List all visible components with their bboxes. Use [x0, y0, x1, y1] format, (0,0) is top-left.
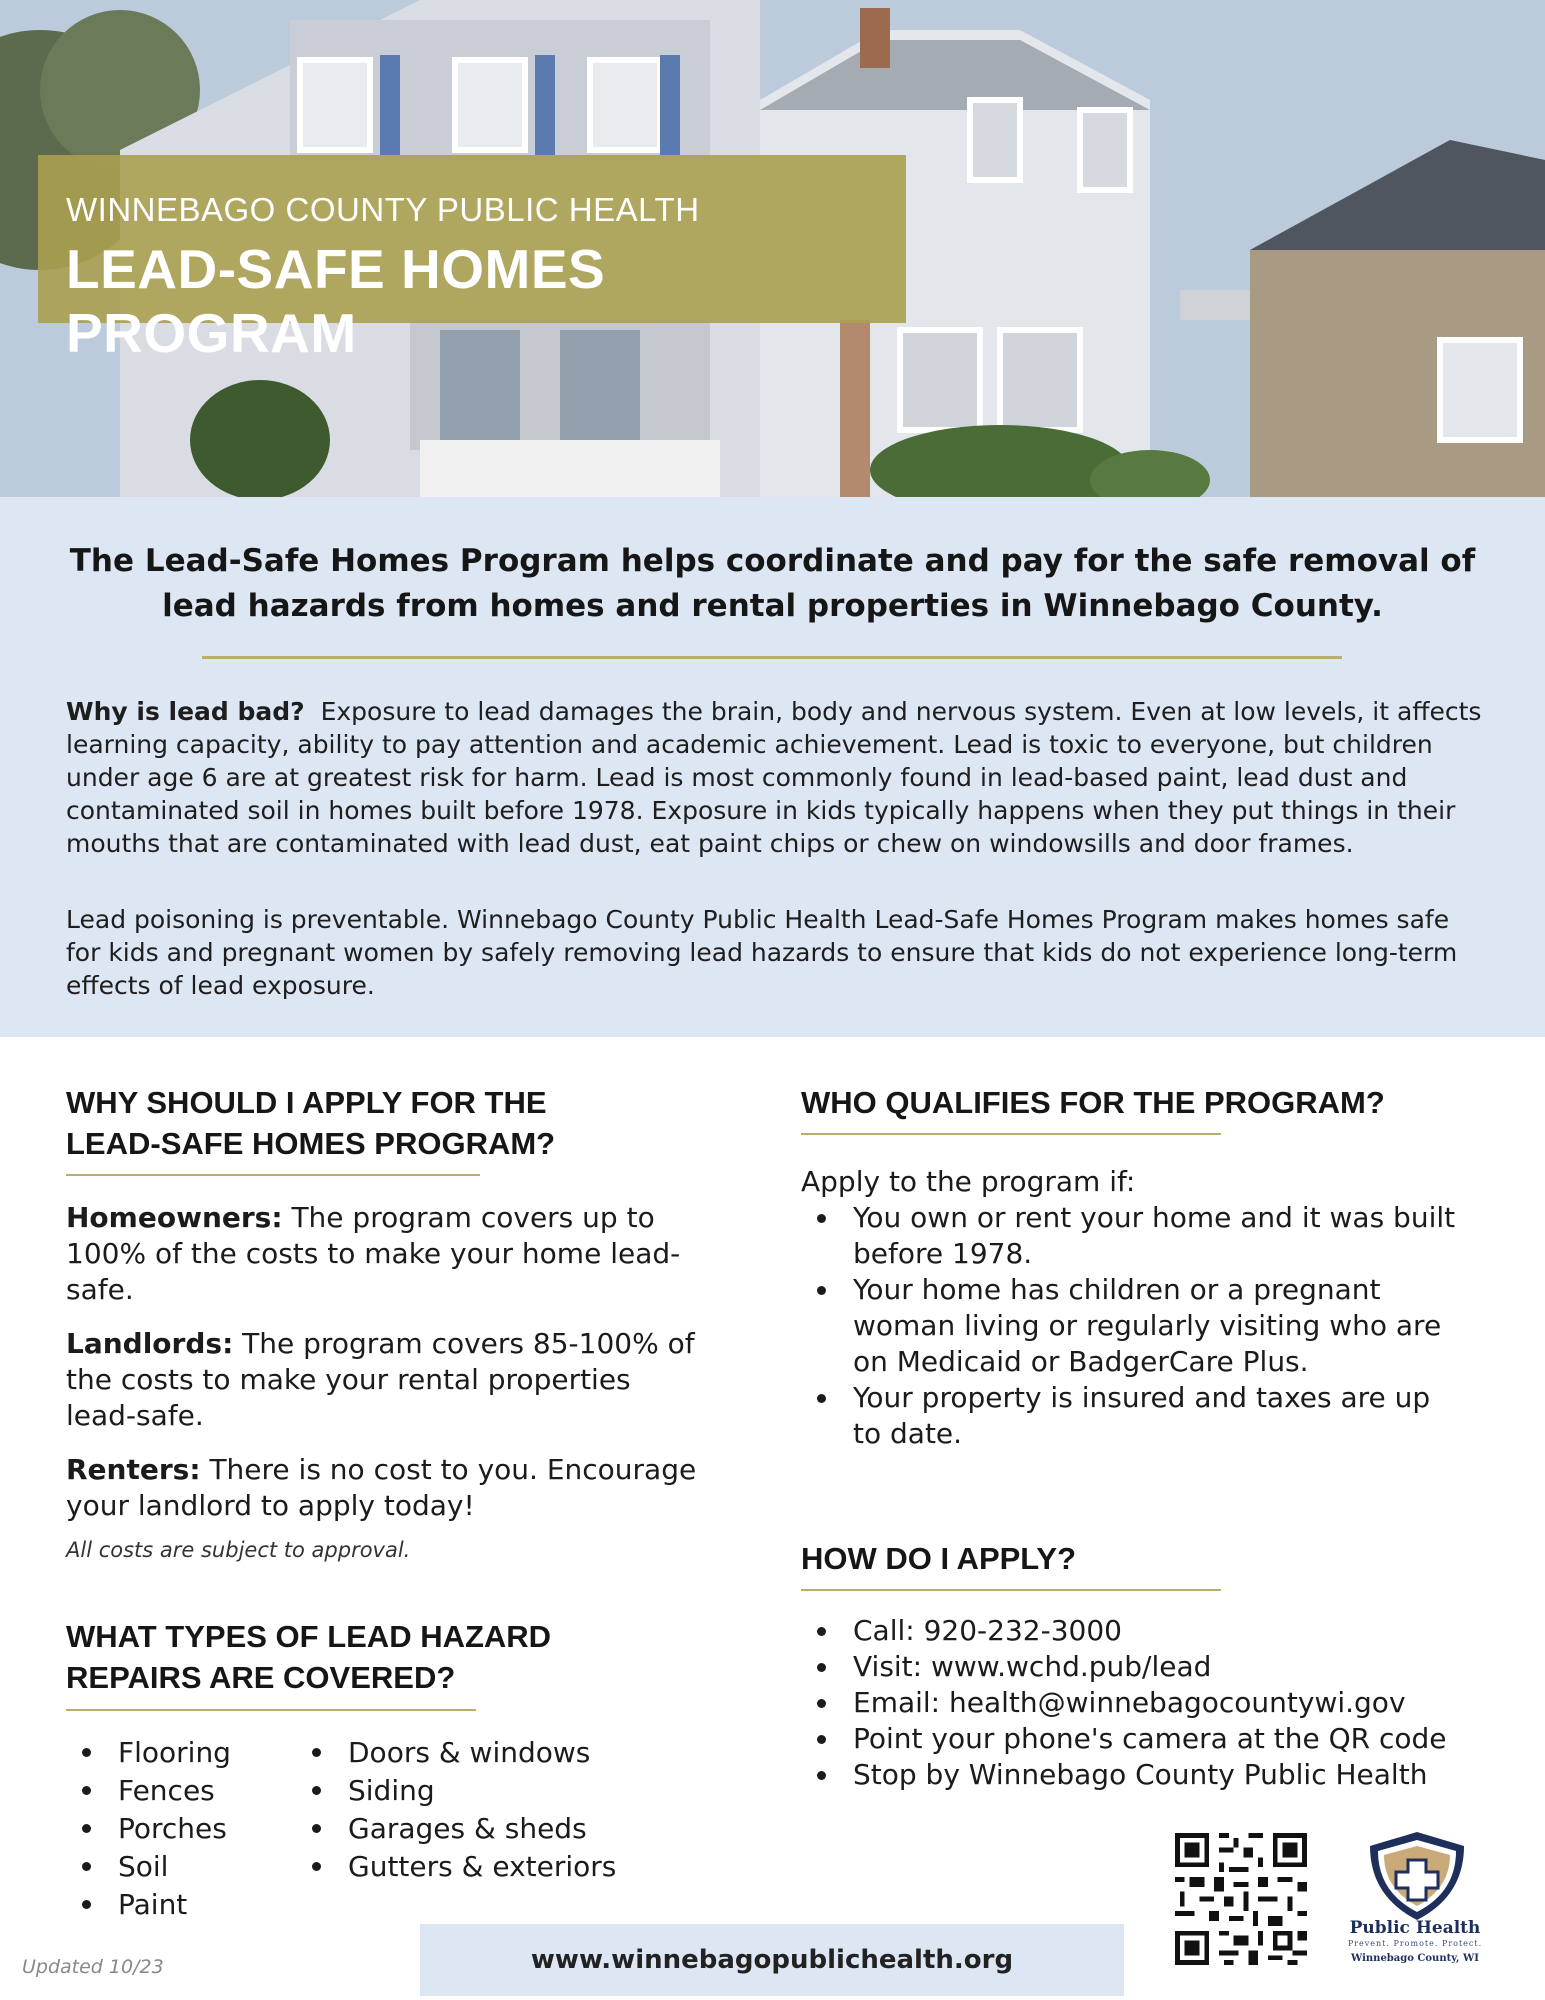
approval-note: All costs are subject to approval.	[66, 1538, 411, 1562]
why-lead-bad-label: Why is lead bad?	[66, 697, 305, 726]
homeowners-text: The program covers up to 100% of the costs to make your home lead-safe.	[66, 1201, 681, 1306]
homeowners-label: Homeowners:	[66, 1201, 283, 1234]
divider	[202, 656, 1342, 659]
repairs-list-col1	[66, 1734, 296, 1924]
hero-photo	[0, 0, 1545, 497]
page-title: LEAD-SAFE HOMES PROGRAM	[66, 238, 606, 364]
qualifies-heading: WHO QUALIFIES FOR THE PROGRAM?	[801, 1085, 1385, 1120]
list-item: Gutters & exteriors	[296, 1848, 676, 1886]
renters-paragraph	[66, 1452, 706, 1524]
why-apply-heading	[66, 1082, 555, 1164]
list-item: Call: 920-232-3000	[801, 1613, 1521, 1649]
landlords-text: The program covers 85-100% of the costs to make your rental properties lead-safe.	[66, 1327, 695, 1432]
repairs-list-col2	[296, 1734, 676, 1886]
logo-subtitle: Winnebago County, WI	[1351, 1953, 1479, 1964]
why-apply-heading-line1: WHY SHOULD I APPLY FOR THE	[66, 1085, 547, 1120]
list-item: Flooring	[66, 1734, 296, 1772]
why-lead-bad-paragraph	[66, 695, 1486, 860]
qualifies-intro: Apply to the program if:	[801, 1165, 1136, 1198]
renters-text: There is no cost to you. Encourage your landlord to apply today!	[66, 1453, 697, 1522]
divider	[66, 1174, 480, 1176]
list-item: Email: health@winnebagocountywi.gov	[801, 1685, 1521, 1721]
list-item: Visit: www.wchd.pub/lead	[801, 1649, 1521, 1685]
kicker: WINNEBAGO COUNTY PUBLIC HEALTH	[66, 191, 700, 228]
landlords-paragraph	[66, 1326, 706, 1434]
intro-lead: The Lead-Safe Homes Program helps coordinate and pay for the safe removal of lead hazards from homes and rental properties in Winnebago County.	[69, 543, 1476, 624]
divider	[801, 1133, 1221, 1135]
list-item: Point your phone's camera at the QR code	[801, 1721, 1521, 1757]
list-item: You own or rent your home and it was built before 1978.	[801, 1200, 1461, 1272]
divider	[66, 1709, 476, 1711]
list-item: Your home has children or a pregnant woman living or regularly visiting who are on Medicaid or BadgerCare Plus.	[801, 1272, 1461, 1380]
list-item: Fences	[66, 1772, 296, 1810]
list-item: Porches	[66, 1810, 296, 1848]
repairs-heading-line1: WHAT TYPES OF LEAD HAZARD	[66, 1619, 552, 1654]
repairs-heading-line2: REPAIRS ARE COVERED?	[66, 1660, 456, 1695]
intro-section	[0, 497, 1545, 1037]
list-item: Siding	[296, 1772, 676, 1810]
list-item: Paint	[66, 1886, 296, 1924]
qualifies-list	[801, 1200, 1461, 1452]
list-item: Garages & sheds	[296, 1810, 676, 1848]
renters-label: Renters:	[66, 1453, 201, 1486]
divider	[801, 1589, 1221, 1591]
homeowners-paragraph	[66, 1200, 706, 1308]
logo-tagline: Prevent. Promote. Protect.	[1347, 1939, 1483, 1948]
why-apply-heading-line2: LEAD-SAFE HOMES PROGRAM?	[66, 1126, 556, 1161]
logo-title: Public Health	[1349, 1918, 1481, 1938]
list-item: Soil	[66, 1848, 296, 1886]
list-item: Your property is insured and taxes are up to date.	[801, 1380, 1461, 1452]
repairs-heading	[66, 1616, 551, 1698]
website-link[interactable]: www.winnebagopublichealth.org	[420, 1924, 1124, 1996]
list-item: Stop by Winnebago County Public Health	[801, 1757, 1521, 1793]
title-banner	[38, 155, 906, 364]
why-lead-bad-text: Exposure to lead damages the brain, body and nervous system. Even at low levels, it affects learning capacity, ability to pay attention and academic achievement. Lead is toxic to everyone, but children under age 6 are at greatest risk for harm. Lead is most commonly found in lead-based paint, lead dust and contaminated soil in homes built before 1978. Exposure in kids typically happens when they put things in their mouths that are contaminated with lead dust, eat paint chips or chew on windowsills and door frames.	[66, 697, 1482, 858]
qr-code-icon[interactable]	[1170, 1828, 1312, 1970]
updated-date: Updated 10/23	[22, 1956, 164, 1978]
apply-list	[801, 1613, 1521, 1793]
list-item: Doors & windows	[296, 1734, 676, 1772]
prevention-paragraph: Lead poisoning is preventable. Winnebago County Public Health Lead-Safe Homes Program makes homes safe for kids and pregnant women by safely removing lead hazards to ensure that kids do not experience long-term effects of lead exposure.	[66, 905, 1458, 1000]
landlords-label: Landlords:	[66, 1327, 234, 1360]
apply-heading: HOW DO I APPLY?	[801, 1541, 1077, 1576]
